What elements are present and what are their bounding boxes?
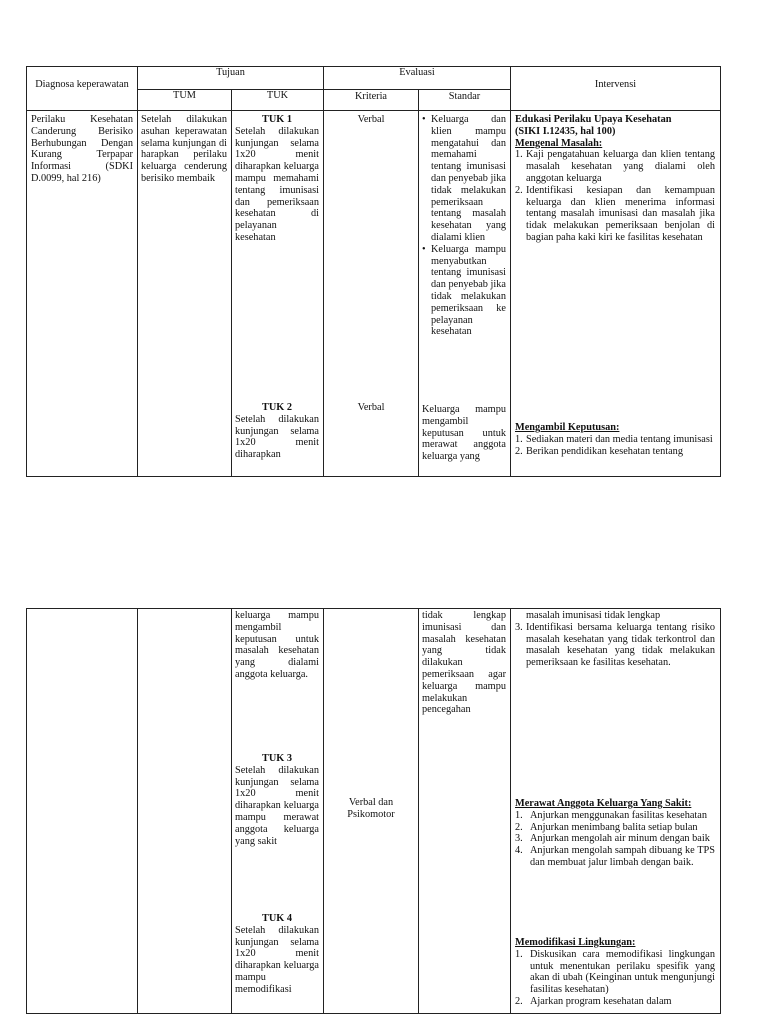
table-border-bottom (26, 476, 720, 477)
header-tum: TUM (173, 90, 196, 101)
col-border (720, 66, 721, 477)
standar1-cell (422, 114, 506, 338)
header-tujuan: Tujuan (216, 67, 245, 78)
col-border (418, 89, 419, 477)
list-item: 1. Diskusikan cara memodifikasi lingkungan untuk menentukan perilaku spesifik yang akan di ubah (Keinginan untuk mengunjungi fasilitas kesehatan) (515, 948, 715, 996)
list-item: 2. Ajarkan program kesehatan dalam (515, 995, 672, 1007)
list-item: 2. Identifikasi kesiapan dan kemampuan keluarga dan klien menerima informasi tentang masalah imunisasi dan masalah jika tidak melakukan pemeriksaan benjolan di bagian paha kaki kiri ke fasilitas kesehatan (515, 184, 715, 243)
tuk3-body: Setelah dilakukan kunjungan selama 1x20 menit diharapkan keluarga mampu merawat anggota keluarga yang sakit (235, 764, 319, 847)
header-bottom-border (26, 110, 720, 111)
list-item: 1. Kaji pengatahuan keluarga dan klien tentang masalah kesehatan yang dialami oleh anggotan keluarga (515, 149, 715, 184)
list-item: 1. Anjurkan menggunakan fasilitas kesehatan (515, 809, 707, 821)
list-item: 4. Anjurkan mengolah sampah dibuang ke TPS dan membuat jalur limbah dengan baik. (515, 845, 715, 868)
tuk3-cell (235, 753, 319, 847)
list-item: 3. Anjurkan mengolah air minum dengan baik (515, 833, 710, 845)
header-intervensi: Intervensi (594, 79, 637, 90)
subheading-memodifikasi-lingkungan: Memodifikasi Lingkungan: (515, 937, 636, 948)
table-border-bottom (26, 1013, 720, 1014)
intervensi4-cell (515, 937, 715, 1008)
intervensi2-cell (515, 422, 715, 457)
standar1-item: • Keluarga dan klien mampu mengatahui dan memahami tentang imunisasi dan penyebab jika tidak melakukan pemeriksaan tentang masalah kesehatan yang dialami klien (431, 114, 506, 244)
col-border (26, 66, 27, 477)
col-border (26, 608, 27, 1014)
list-item: 1. Sediakan materi dan media tentang imunisasi (515, 433, 713, 445)
diagnosa-text: Perilaku Kesehatan Canderung Berisiko Berhubungan Dengan Kurang Terpapar Informasi (SDKI D.0099, hal 216) (31, 114, 133, 184)
header-tuk: TUK (266, 90, 289, 101)
tuk2-body: Setelah dilakukan kunjungan selama 1x20 menit diharapkan (235, 413, 319, 461)
subheading-mengambil-keputusan: Mengambil Keputusan: (515, 422, 620, 433)
intervensi-continued-text: masalah imunisasi tidak lengkap (526, 610, 661, 621)
kriteria3: Verbal dan Psikomotor (347, 797, 395, 820)
list-item: 2. Berikan pendidikan kesehatan tentang (515, 445, 683, 457)
tuk3-title: TUK 3 (261, 753, 293, 764)
kriteria2: Verbal (357, 402, 385, 413)
tuk1-cell (235, 114, 319, 244)
intervensi1-cell (515, 114, 715, 244)
table-page-1 (0, 0, 768, 500)
standar1-item: • Keluarga mampu menyabutkan tentang imunisasi dan penyebab jika tidak melakukan pemeriksaan ke pelayanan kesehatan (431, 244, 506, 338)
tuk2-title: TUK 2 (261, 402, 293, 413)
tuk4-cell (235, 913, 319, 996)
intervensi2-continued (515, 610, 715, 669)
intervensi-title: Edukasi Perilaku Upaya Kesehatan (515, 114, 672, 125)
col-border (231, 89, 232, 477)
subheading-merawat-anggota: Merawat Anggota Keluarga Yang Sakit: (515, 798, 692, 809)
tuk4-title: TUK 4 (261, 913, 293, 924)
header-kriteria: Kriteria (354, 91, 388, 102)
list-item: 2. Anjurkan menimbang balita setiap bulan (515, 821, 698, 833)
subheading-mengenal-masalah: Mengenal Masalah: (515, 137, 603, 149)
intervensi3-cell (515, 798, 715, 869)
header-standar: Standar (448, 91, 481, 102)
col-border (418, 608, 419, 1014)
tuk1-body: Setelah dilakukan kunjungan selama 1x20 menit diharapkan keluarga mampu memahami tentang imunisasi dan pemeriksaan kesehatan di pelayanan kesehatan (235, 125, 319, 243)
standar2-continued: tidak lengkap imunisasi dan masalah kesehatan yang tidak dilakukan pemeriksaan agar keluarga mampu melakukan pencegahan (422, 610, 506, 716)
list-item: 3. Identifikasi bersama keluarga tentang risiko masalah kesehatan yang tidak terkontrol dan masalah kesehatan yang tidak melakukan pemeriksaan ke fasilitas kesehatan. (515, 621, 715, 669)
intervensi-ref: (SIKI I.12435, hal 100) (515, 125, 616, 137)
tuk4-body: Setelah dilakukan kunjungan selama 1x20 menit diharapkan keluarga mampu memodifikasi (235, 924, 319, 995)
tuk2-continued: keluarga mampu mengambil keputusan untuk masalah kesehatan yang dialami anggota keluarga. (235, 610, 319, 680)
col-border (510, 66, 511, 477)
header-evaluasi: Evaluasi (399, 67, 435, 78)
header-diagnosa: Diagnosa keperawatan (35, 79, 129, 90)
col-border (510, 608, 511, 1014)
table-border-top (26, 608, 720, 609)
col-border (231, 608, 232, 1014)
col-border (720, 608, 721, 1014)
tum-text: Setelah dilakukan asuhan keperawatan selama kunjungan di harapkan perilaku keluarga cenderung berisiko membaik (141, 114, 227, 184)
tuk1-title: TUK 1 (261, 114, 293, 125)
col-border (137, 66, 138, 477)
standar2-text: Keluarga mampu mengambil keputusan untuk merawat anggota keluarga yang (422, 404, 506, 463)
col-border (137, 608, 138, 1014)
kriteria1: Verbal (357, 114, 385, 125)
tuk2-cell (235, 402, 319, 461)
table-page-2 (0, 500, 768, 1024)
col-border (323, 66, 324, 477)
